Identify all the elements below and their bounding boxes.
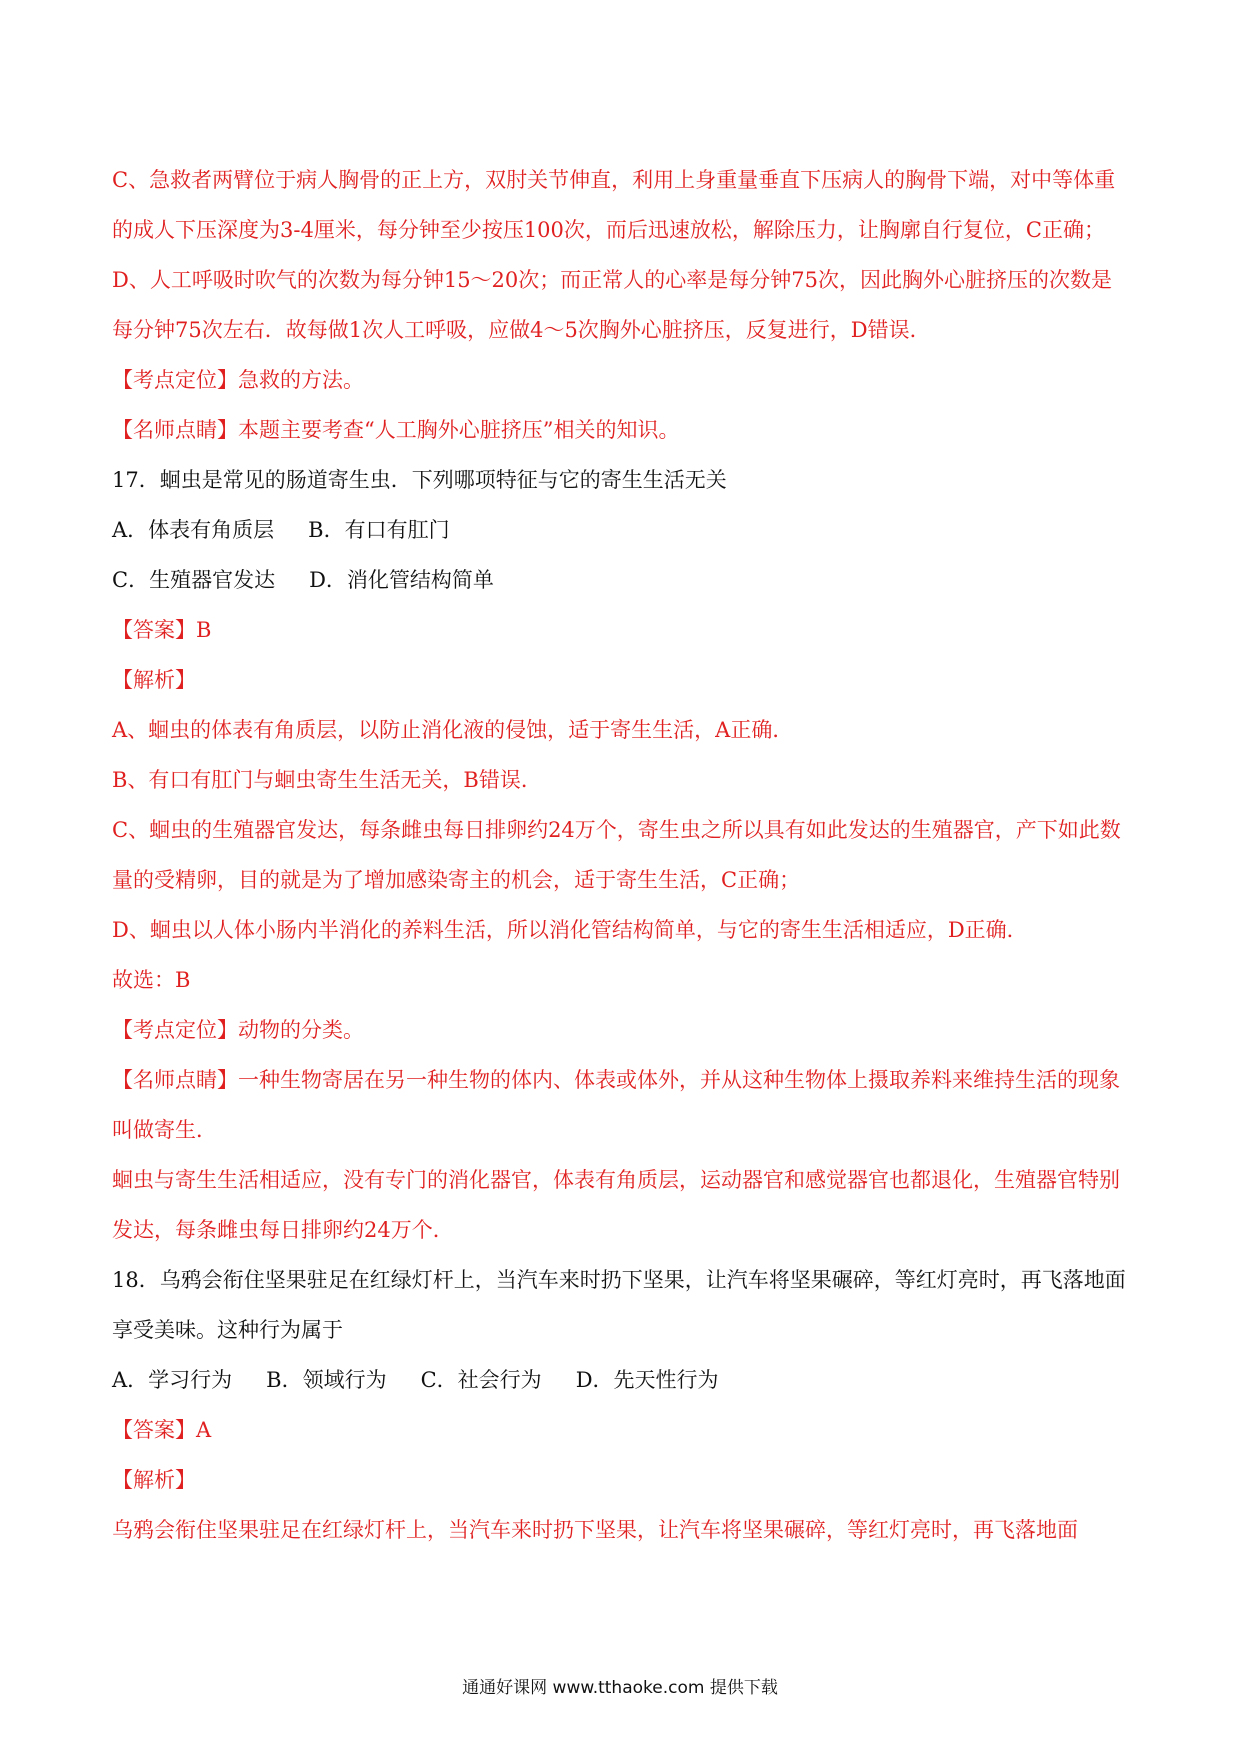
q17-option-a: A．体表有角质层 xyxy=(112,518,275,542)
q16-kaodian: 【考点定位】急救的方法。 xyxy=(112,368,364,392)
q17-choose: 故选：B xyxy=(112,968,191,992)
q17-options-row-2 xyxy=(112,555,1132,605)
q18-analysis-label: 【解析】 xyxy=(112,1468,196,1492)
q17-option-d: D．消化管结构简单 xyxy=(309,568,494,592)
q17-analysis-label: 【解析】 xyxy=(112,668,196,692)
q17-analysis-b: B、有口有肛门与蛔虫寄生生活无关，B错误． xyxy=(112,768,542,792)
q18-option-c: C．社会行为 xyxy=(420,1368,542,1392)
q17-extra: 蛔虫与寄生生活相适应，没有专门的消化器官，体表有角质层，运动器官和感觉器官也都退化，生殖器官特别发达，每条雌虫每日排卵约24万个． xyxy=(112,1168,1120,1242)
q17-kaodian: 【考点定位】动物的分类。 xyxy=(112,1018,364,1042)
q17-analysis-c: C、蛔虫的生殖器官发达，每条雌虫每日排卵约24万个，寄生虫之所以具有如此发达的生殖器官，产下如此数量的受精卵，目的就是为了增加感染寄主的机会，适于寄生生活，C正确； xyxy=(112,818,1121,892)
q17-options-row-1 xyxy=(112,505,1132,555)
q18-answer: 【答案】A xyxy=(112,1418,212,1442)
q16-option-d-explanation: D、人工呼吸时吹气的次数为每分钟15～20次；而正常人的心率是每分钟75次，因此胸外心脏挤压的次数是每分钟75次左右．故每做1次人工呼吸，应做4～5次胸外心脏挤压，反复进行，D错误． xyxy=(112,268,1112,342)
q17-option-c: C．生殖器官发达 xyxy=(112,568,276,592)
q16-mingshi: 【名师点睛】本题主要考查“人工胸外心脏挤压”相关的知识。 xyxy=(112,418,680,442)
q17-question: 17．蛔虫是常见的肠道寄生虫．下列哪项特征与它的寄生生活无关 xyxy=(112,468,727,492)
q18-option-a: A．学习行为 xyxy=(112,1368,233,1392)
q17-option-b: B．有口有肛门 xyxy=(308,518,450,542)
q18-option-d: D．先天性行为 xyxy=(575,1368,719,1392)
q18-analysis-text: 乌鸦会衔住坚果驻足在红绿灯杆上，当汽车来时扔下坚果，让汽车将坚果碾碎，等红灯亮时，再飞落地面 xyxy=(112,1518,1078,1542)
q18-option-b: B．领域行为 xyxy=(266,1368,387,1392)
q18-question: 18．乌鸦会衔住坚果驻足在红绿灯杆上，当汽车来时扔下坚果，让汽车将坚果碾碎，等红灯亮时，再飞落地面享受美味。这种行为属于 xyxy=(112,1268,1126,1342)
q17-answer: 【答案】B xyxy=(112,618,212,642)
q16-option-c-explanation: C、急救者两臂位于病人胸骨的正上方，双肘关节伸直，利用上身重量垂直下压病人的胸骨下端，对中等体重的成人下压深度为3-4厘米，每分钟至少按压100次，而后迅速放松，解除压力，让胸廓自行复位，C正确； xyxy=(112,168,1116,242)
page-content xyxy=(112,155,1132,1555)
q17-analysis-a: A、蛔虫的体表有角质层，以防止消化液的侵蚀，适于寄生生活，A正确． xyxy=(112,718,794,742)
q17-analysis-d: D、蛔虫以人体小肠内半消化的养料生活，所以消化管结构简单，与它的寄生生活相适应，D正确． xyxy=(112,918,1028,942)
q17-mingshi: 【名师点睛】一种生物寄居在另一种生物的体内、体表或体外，并从这种生物体上摄取养料来维持生活的现象叫做寄生． xyxy=(112,1068,1120,1142)
q18-options-row xyxy=(112,1355,1132,1405)
page-footer: 通通好课网 www.tthaoke.com 提供下载 xyxy=(462,1678,778,1698)
